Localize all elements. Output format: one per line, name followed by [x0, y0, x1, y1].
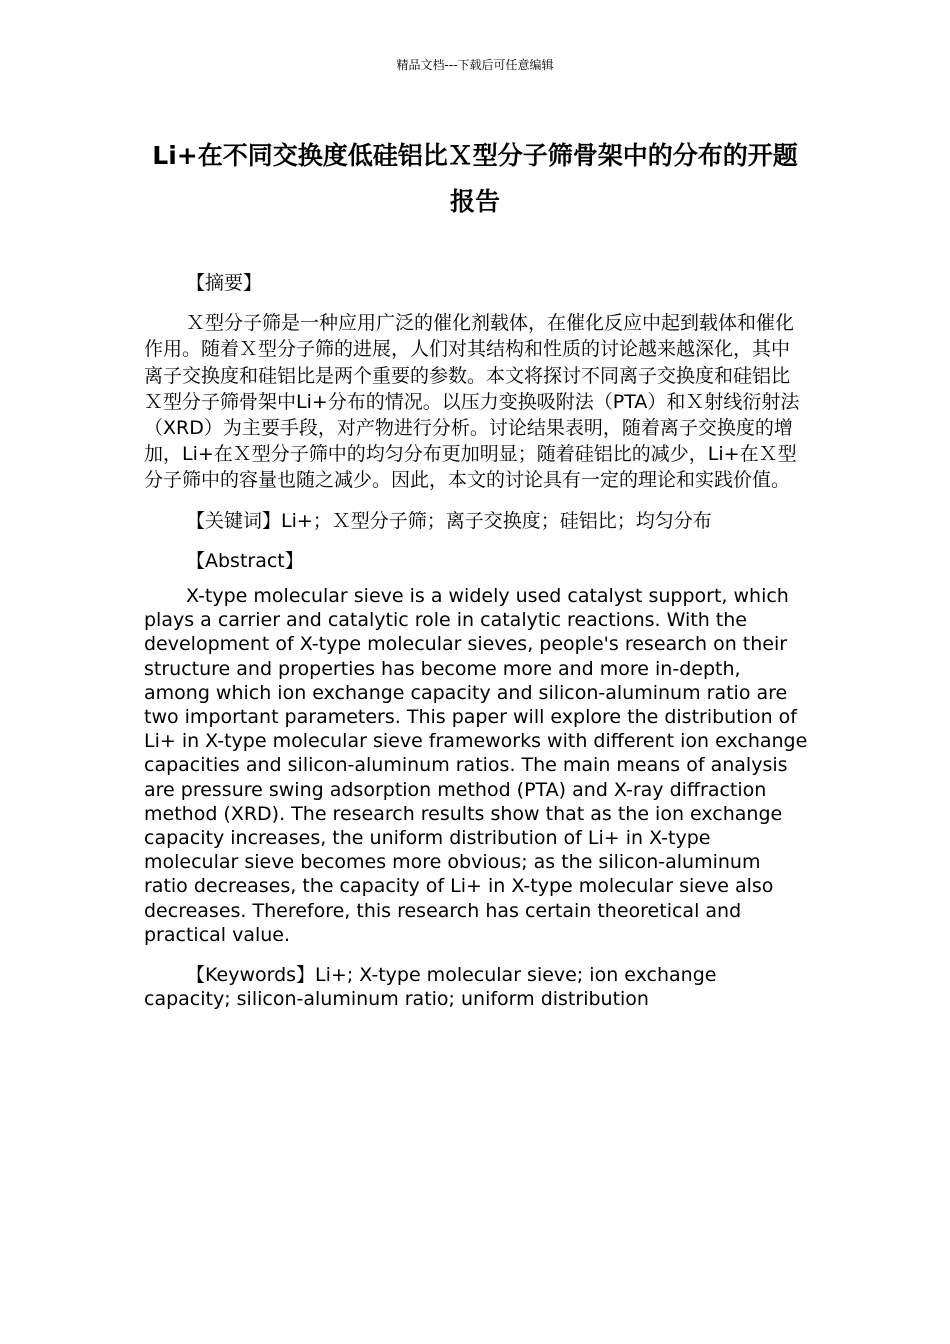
abstract-cn-heading: 【摘要】	[186, 272, 263, 294]
keywords-en: 【Keywords】Li+; X-type molecular sieve; ion exchange capacity; silicon-aluminum ratio; uniform distribution	[144, 964, 717, 1011]
document-title: Li+在不同交换度低硅铝比Ｘ型分子筛骨架中的分布的开题报告	[152, 141, 798, 216]
abstract-en-heading: 【Abstract】	[186, 549, 304, 572]
abstract-cn-body: Ｘ型分子筛是一种应用广泛的催化剂载体，在催化反应中起到载体和催化作用。随着Ｘ型分子筛的进展，人们对其结构和性质的讨论越来越深化，其中离子交换度和硅铝比是两个重要的参数。本文将探讨不同离子交换度和硅铝比Ｘ型分子筛骨架中Li+分布的情况。以压力变换吸附法（PTA）和Ｘ射线衍射法（XRD）为主要手段，对产物进行分析。讨论结果表明，随着离子交换度的增加，Li+在Ｘ型分子筛中的均匀分布更加明显；随着硅铝比的减少，Li+在Ｘ型分子筛中的容量也随之减少。因此，本文的讨论具有一定的理论和实践价值。	[144, 312, 800, 492]
page-header: 精品文档---下载后可任意编辑	[396, 58, 554, 72]
document-body	[144, 270, 808, 1011]
keywords-cn: 【关键词】Li+；Ｘ型分子筛；离子交换度；硅铝比；均匀分布	[186, 509, 712, 532]
abstract-en-body: X-type molecular sieve is a widely used catalyst support, which plays a carrier and catalytic role in catalytic reactions. With the development of X-type molecular sieves, people's research on their structure and properties has become more and more in-depth, among which ion exchange capacity and silicon-aluminum ratio are two important parameters. This paper will explore the distribution of Li+ in X-type molecular sieve frameworks with different ion exchange capacities and silicon-aluminum ratios. The main means of analysis are pressure swing adsorption method (PTA) and X-ray diffraction method (XRD). The research results show that as the ion exchange capacity increases, the uniform distribution of Li+ in X-type molecular sieve becomes more obvious; as the silicon-aluminum ratio decreases, the capacity of Li+ in X-type molecular sieve also decreases. Therefore, this research has certain theoretical and practical value.	[144, 585, 808, 946]
